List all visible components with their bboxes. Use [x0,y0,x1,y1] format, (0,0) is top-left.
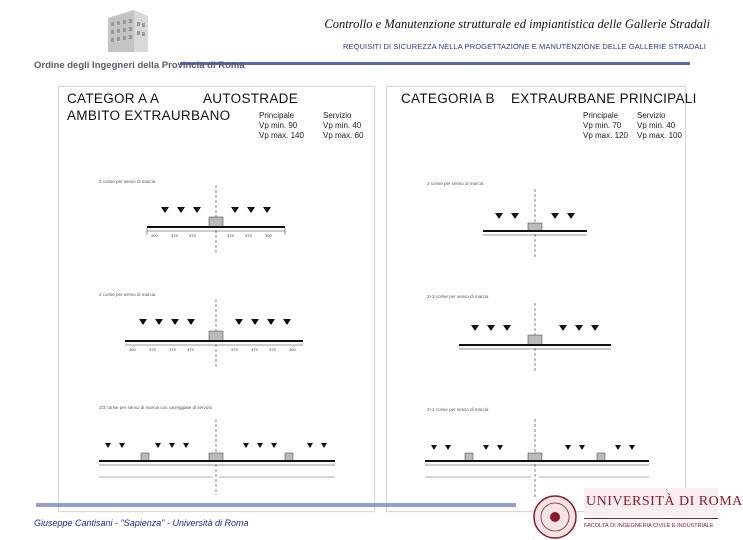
section-caption: 2 corsie per senso di marcia [427,181,484,186]
svg-text:375: 375 [231,347,238,352]
cross-section-drawing [59,417,374,507]
section-caption: 2/3 corsie per senso di marcia con carreggiate di servizio [99,405,213,410]
servizio-speeds: Servizio Vp min. 40 Vp max. 100 [637,111,682,140]
cross-section-drawing [59,183,374,263]
university-name: UNIVERSITÀ DI ROMA [586,494,743,509]
brand-rule [584,518,718,519]
principale-speeds: Principale Vp min. 90 Vp max. 140 [259,111,304,140]
category-b-panel [386,86,697,512]
cross-section-drawing [387,301,685,381]
faculty-name: FACOLTÀ DI INGEGNERIA CIVILE E INDUSTRIALE [584,523,714,529]
sapienza-seal-icon [532,494,578,540]
presentation-subtitle: REQUISITI DI SICUREZZA NELLA PROGETTAZIONE E MANUTENZIONE DELLE GALLERIE STRADALI [342,42,706,51]
svg-text:300: 300 [265,233,272,238]
organization-label: Ordine degli Ingegneri della Provincia di Roma [34,60,245,71]
svg-text:375: 375 [227,233,234,238]
category-a-context: AMBITO EXTRAURBANO [67,108,231,123]
category-b-label: CATEGORIA B [401,91,495,106]
cross-section-drawing [59,297,374,377]
svg-text:375: 375 [171,233,178,238]
presentation-title: Controllo e Manutenzione strutturale ed impiantistica delle Gallerie Stradali [324,17,710,31]
section-caption: 2+2 corsie per senso di marcia [427,407,489,412]
footer-divider [36,503,516,507]
section-caption: 3 corsie per senso di marcia [99,179,156,184]
author-credit: Giuseppe Cantisani - "Sapienza" - Università di Roma [34,518,249,528]
category-b-type: EXTRAURBANE PRINCIPALI [511,91,697,106]
svg-text:300: 300 [289,347,296,352]
category-a-panel [58,86,375,512]
university-brand [530,476,743,540]
svg-text:375: 375 [149,347,156,352]
svg-text:375: 375 [251,347,258,352]
svg-text:375: 375 [245,233,252,238]
svg-text:375: 375 [269,347,276,352]
header-divider [180,62,690,65]
svg-text:300: 300 [151,233,158,238]
svg-text:300: 300 [129,347,136,352]
university-building-logo [104,4,150,54]
svg-text:375: 375 [187,347,194,352]
svg-text:375: 375 [169,347,176,352]
cross-section-drawing [387,187,685,267]
section-caption: 2 corsie per senso di marcia [99,292,156,297]
category-a-label: CATEGOR A A [67,91,160,106]
principale-speeds: Principale Vp min. 70 Vp max. 120 [583,111,628,140]
category-a-type: AUTOSTRADE [203,91,299,106]
servizio-speeds: Servizio Vp min. 40 Vp max. 60 [323,111,364,140]
section-caption: 2+3 corsie per senso di marcia [427,294,489,299]
svg-text:375: 375 [189,233,196,238]
